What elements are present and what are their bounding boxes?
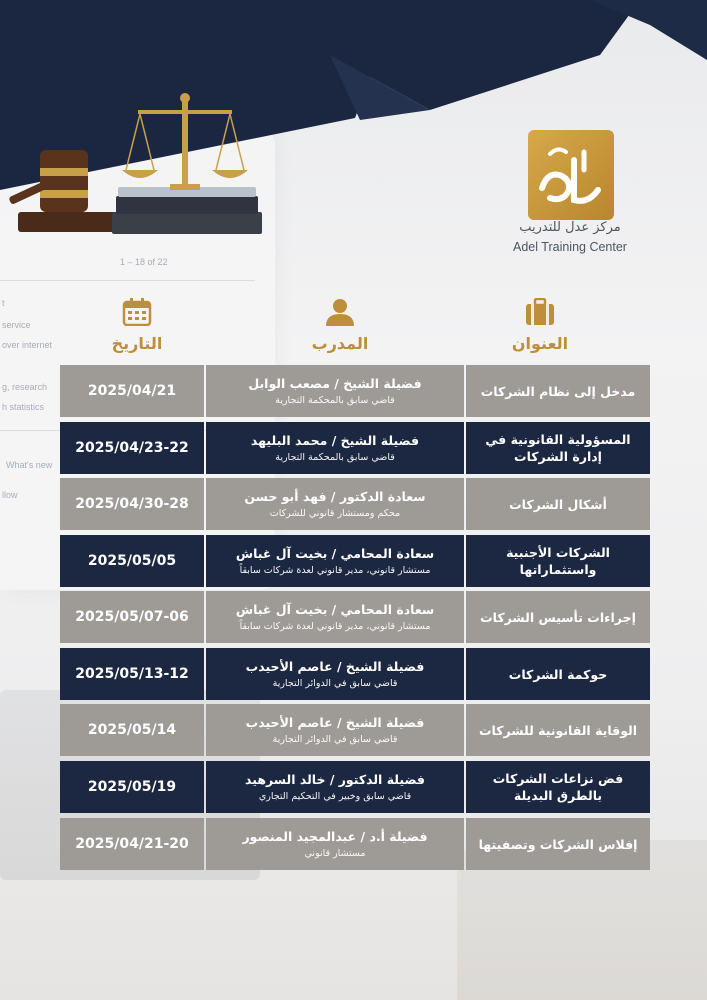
course-title: المسؤولية القانونية في إدارة الشركات — [466, 422, 650, 474]
course-title: حوكمة الشركات — [466, 648, 650, 700]
trainer-role: محكم ومستشار قانوني للشركات — [269, 507, 401, 519]
trainer-role: قاضي سابق بالمحكمة التجارية — [275, 451, 395, 463]
trainer-role: قاضي سابق في الدوائر التجارية — [272, 677, 398, 689]
table-row — [60, 818, 650, 870]
table-row — [60, 535, 650, 587]
trainer-role: مستشار قانوني، مدير قانوني لعدة شركات سابقاً — [239, 564, 431, 576]
trainer-role: قاضي سابق بالمحكمة التجارية — [275, 394, 395, 406]
bg-menu-item: h statistics — [2, 402, 45, 412]
trainer-role: مستشار قانوني، مدير قانوني لعدة شركات سابقاً — [239, 620, 431, 632]
trainer-role: قاضي سابق في الدوائر التجارية — [272, 733, 398, 745]
trainer-name: سعادة المحامي / بخيت آل غباش — [235, 545, 435, 561]
trainer-name: سعادة المحامي / بخيت آل غباش — [235, 601, 435, 617]
table-row — [60, 704, 650, 756]
table-row — [60, 648, 650, 700]
course-title: إجراءات تأسيس الشركات — [466, 591, 650, 643]
bg-pagination: 1 – 18 of 22 — [120, 257, 168, 267]
course-date: 2025/05/19 — [60, 761, 204, 813]
trainer-cell — [206, 591, 464, 643]
table-row — [60, 365, 650, 417]
table-row — [60, 422, 650, 474]
header-title-label: العنوان — [511, 334, 569, 353]
course-date: 2025/05/13-12 — [60, 648, 204, 700]
header-trainer-label: المدرب — [311, 334, 369, 353]
logo-english-name: Adel Training Center — [513, 240, 627, 254]
trainer-cell — [206, 535, 464, 587]
table-row — [60, 591, 650, 643]
trainer-name: فضيلة الشيخ / محمد البليهد — [250, 432, 420, 448]
trainer-name: فضيلة الدكتور / خالد السرهيد — [245, 771, 425, 787]
header-title-column — [485, 298, 595, 353]
course-title: فض نزاعات الشركات بالطرق البديلة — [466, 761, 650, 813]
trainer-name: فضيلة الشيخ / عاصم الأحيدب — [245, 658, 425, 674]
course-title: أشكال الشركات — [466, 478, 650, 530]
bg-menu-item: service — [2, 320, 31, 330]
trainer-cell — [206, 422, 464, 474]
person-icon — [325, 298, 355, 326]
bg-menu-item: t — [2, 298, 5, 308]
bg-menu-item: over internet — [2, 340, 53, 350]
header-date-label: التاريخ — [111, 334, 163, 353]
course-title: إفلاس الشركات وتصفيتها — [466, 818, 650, 870]
course-title: الوقاية القانونية للشركات — [466, 704, 650, 756]
trainer-cell — [206, 648, 464, 700]
trainer-name: فضيلة الشيخ / مصعب الوابل — [248, 375, 422, 391]
course-title: مدخل إلى نظام الشركات — [466, 365, 650, 417]
trainer-name: فضيلة أ.د / عبدالمجيد المنصور — [242, 828, 428, 844]
table-row — [60, 761, 650, 813]
trainer-cell — [206, 478, 464, 530]
adel-logo — [500, 118, 640, 258]
trainer-name: سعادة الدكتور / فهد أبو حسن — [244, 488, 426, 504]
trainer-cell — [206, 761, 464, 813]
table-row — [60, 478, 650, 530]
course-date: 2025/04/23-22 — [60, 422, 204, 474]
header-trainer-column — [285, 298, 395, 353]
bg-menu-item: What's new — [6, 460, 53, 470]
course-date: 2025/05/14 — [60, 704, 204, 756]
course-date: 2025/05/05 — [60, 535, 204, 587]
course-date: 2025/04/21-20 — [60, 818, 204, 870]
trainer-cell — [206, 365, 464, 417]
trainer-role: قاضي سابق وخبير في التحكيم التجاري — [258, 790, 412, 802]
course-date: 2025/05/07-06 — [60, 591, 204, 643]
calendar-icon — [122, 298, 152, 326]
header-date-column — [82, 298, 192, 353]
trainer-role: مستشار قانوني — [304, 847, 366, 859]
logo-mark-icon — [528, 130, 614, 220]
bg-menu-item: llow — [2, 490, 18, 500]
course-title: الشركات الأجنبية واستثماراتها — [466, 535, 650, 587]
trainer-cell — [206, 704, 464, 756]
briefcase-icon — [525, 298, 555, 326]
logo-arabic-name: مركز عدل للتدريب — [519, 220, 621, 235]
trainer-name: فضيلة الشيخ / عاصم الأحيدب — [245, 714, 425, 730]
trainer-cell — [206, 818, 464, 870]
course-date: 2025/04/30-28 — [60, 478, 204, 530]
course-date: 2025/04/21 — [60, 365, 204, 417]
bg-menu-item: g, research — [2, 382, 48, 392]
